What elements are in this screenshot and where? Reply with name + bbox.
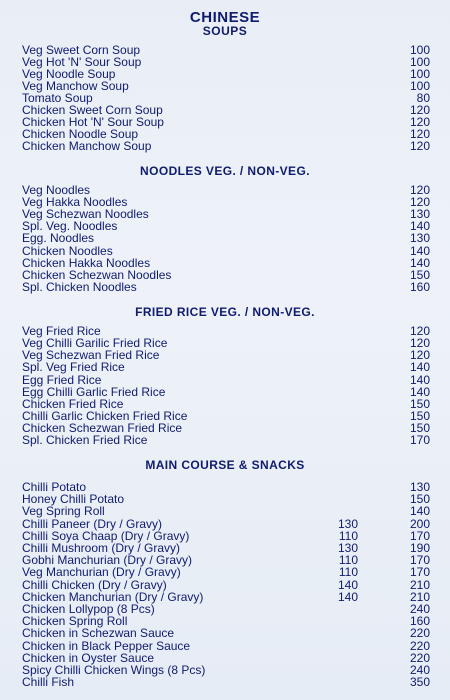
item-price: 100 <box>409 79 430 94</box>
item-price: 150 <box>409 492 430 507</box>
item-price: 170 <box>409 433 430 448</box>
menu-item-row <box>22 386 430 398</box>
item-name: Veg Manchow Soup <box>22 79 129 94</box>
item-name: Chicken in Schezwan Sauce <box>22 626 175 641</box>
item-price: 350 <box>409 675 430 690</box>
item-name: Chicken Hakka Noodles <box>22 255 151 270</box>
item-name: Veg Schezwan Noodles <box>22 207 149 222</box>
item-price: 160 <box>409 279 430 294</box>
item-name: Veg Noodle Soup <box>22 67 116 82</box>
item-name: Chilli Garlic Chicken Fried Rice <box>22 409 188 424</box>
menu-item-row <box>22 257 430 269</box>
item-name: Chilli Chicken (Dry / Gravy) <box>22 577 167 592</box>
item-price: 240 <box>409 602 430 616</box>
item-name: Spl. Chicken Noodles <box>22 279 137 294</box>
item-price: 120 <box>409 183 430 197</box>
item-price: 190 <box>409 541 430 555</box>
item-name: Chicken Schezwan Noodles <box>22 267 172 282</box>
menu-item-row <box>22 603 430 615</box>
item-price: 140 <box>409 243 430 258</box>
item-name: Chicken Manchow Soup <box>22 139 152 154</box>
item-name: Chilli Soya Chaap (Dry / Gravy) <box>22 528 190 543</box>
menu-item-row <box>22 361 430 373</box>
menu-item-row <box>22 627 430 639</box>
menu-item-row <box>22 505 430 517</box>
menu-item-row <box>22 481 430 493</box>
menu-title: CHINESE <box>189 9 261 26</box>
item-price: 220 <box>409 638 430 653</box>
item-price: 120 <box>409 127 430 142</box>
item-price: 150 <box>409 396 430 411</box>
item-price: 140 <box>409 384 430 399</box>
item-name: Egg Chilli Garlic Fried Rice <box>22 384 166 399</box>
menu-item-row <box>22 232 430 244</box>
section-heading: NOODLES VEG. / NON-VEG. <box>140 164 310 178</box>
item-name: Spl. Chicken Fried Rice <box>22 433 148 448</box>
item-name: Chicken Spring Roll <box>22 614 128 629</box>
item-price-dry: 110 <box>338 528 358 543</box>
item-name: Veg Chilli Garilic Fried Rice <box>22 336 168 351</box>
item-price: 150 <box>409 421 430 436</box>
menu-item-row <box>22 281 430 293</box>
item-price: 140 <box>409 255 430 270</box>
item-price: 130 <box>409 207 430 222</box>
item-price: 120 <box>409 195 430 210</box>
item-name: Veg Noodles <box>22 183 91 197</box>
item-price: 100 <box>409 43 430 57</box>
item-price-dry: 130 <box>337 516 358 531</box>
item-name: Veg Manchurian (Dry / Gravy) <box>22 565 181 580</box>
menu-item-row <box>22 434 430 446</box>
item-name: Chicken Schezwan Fried Rice <box>22 421 183 436</box>
menu-item-row <box>22 640 430 652</box>
menu-item-row <box>22 140 430 152</box>
item-name: Tomato Soup <box>22 91 93 106</box>
item-price: 210 <box>409 577 430 592</box>
item-price: 120 <box>409 336 430 351</box>
menu-item-row <box>22 579 430 591</box>
item-name: Veg Hakka Noodles <box>22 195 128 210</box>
item-name: Gobhi Manchurian (Dry / Gravy) <box>22 553 193 568</box>
item-price-dry: 110 <box>338 565 358 580</box>
item-price: 130 <box>409 231 430 246</box>
item-price: 150 <box>409 409 430 424</box>
item-price: 170 <box>409 528 430 543</box>
item-price: 120 <box>409 348 430 363</box>
item-price: 120 <box>409 103 430 118</box>
item-price: 170 <box>409 565 430 580</box>
item-price-dry: 140 <box>337 589 358 604</box>
item-name: Chicken Noodle Soup <box>22 127 139 142</box>
item-name: Egg. Noodles <box>22 231 95 246</box>
menu-item-row <box>22 591 430 603</box>
item-name: Veg Schezwan Fried Rice <box>22 348 160 363</box>
item-name: Egg Fried Rice <box>22 372 102 387</box>
item-price: 220 <box>409 626 430 641</box>
item-price-dry: 140 <box>337 577 358 592</box>
section-heading: FRIED RICE VEG. / NON-VEG. <box>135 305 315 319</box>
item-name: Veg Sweet Corn Soup <box>22 43 141 57</box>
menu-item-row <box>22 518 430 530</box>
item-price: 80 <box>416 91 430 106</box>
item-price: 100 <box>409 67 430 82</box>
item-price: 140 <box>409 504 430 519</box>
item-price: 140 <box>409 372 430 387</box>
item-name: Chilli Paneer (Dry / Gravy) <box>22 516 163 531</box>
item-price: 120 <box>409 139 430 154</box>
menu-item-row <box>22 652 430 664</box>
item-name: Veg Spring Roll <box>22 504 105 519</box>
item-name: Chicken in Oyster Sauce <box>22 650 155 665</box>
item-name: Chicken Lollypop (8 Pcs) <box>22 602 155 616</box>
item-name: Chicken Fried Rice <box>22 396 124 411</box>
item-price: 200 <box>409 516 430 531</box>
item-price: 210 <box>409 589 430 604</box>
item-name: Honey Chilli Potato <box>22 492 125 507</box>
item-price-dry: 130 <box>337 541 358 555</box>
item-name: Chicken Noodles <box>22 243 113 258</box>
item-price: 120 <box>409 115 430 130</box>
item-price: 120 <box>409 324 430 338</box>
item-price: 240 <box>409 663 430 677</box>
menu-item-row <box>22 269 430 281</box>
item-name: Chicken Sweet Corn Soup <box>22 103 163 118</box>
item-name: Veg Fried Rice <box>22 324 101 338</box>
item-name: Chicken in Black Pepper Sauce <box>22 638 191 653</box>
item-price: 100 <box>409 55 430 70</box>
item-price: 150 <box>409 267 430 282</box>
item-price: 140 <box>409 360 430 375</box>
menu-item-row <box>22 566 430 578</box>
item-price-dry: 110 <box>338 553 358 568</box>
item-price: 160 <box>409 614 430 629</box>
menu-item-row <box>22 664 430 676</box>
section-heading: MAIN COURSE & SNACKS <box>145 458 305 472</box>
menu-item-row <box>22 615 430 627</box>
soups-heading: SOUPS <box>202 24 248 38</box>
menu-item-row <box>22 554 430 566</box>
item-price: 130 <box>409 480 430 494</box>
menu-item-row <box>22 530 430 542</box>
item-name: Chicken Hot 'N' Sour Soup <box>22 115 164 130</box>
item-name: Spl. Veg. Noodles <box>22 219 118 234</box>
menu-item-row <box>22 245 430 257</box>
item-name: Spl. Veg Fried Rice <box>22 360 125 375</box>
item-price: 170 <box>409 553 430 568</box>
menu-item-row <box>22 374 430 386</box>
item-name: Spicy Chilli Chicken Wings (8 Pcs) <box>22 663 206 677</box>
item-name: Veg Hot 'N' Sour Soup <box>22 55 142 70</box>
menu-item-row <box>22 493 430 505</box>
item-price: 140 <box>409 219 430 234</box>
item-name: Chilli Mushroom (Dry / Gravy) <box>22 541 181 555</box>
item-name: Chilli Potato <box>22 480 87 494</box>
menu-item-row <box>22 676 430 688</box>
item-name: Chicken Manchurian (Dry / Gravy) <box>22 589 204 604</box>
item-name: Chilli Fish <box>22 675 75 690</box>
item-price: 220 <box>409 650 430 665</box>
menu-item-row <box>22 542 430 554</box>
